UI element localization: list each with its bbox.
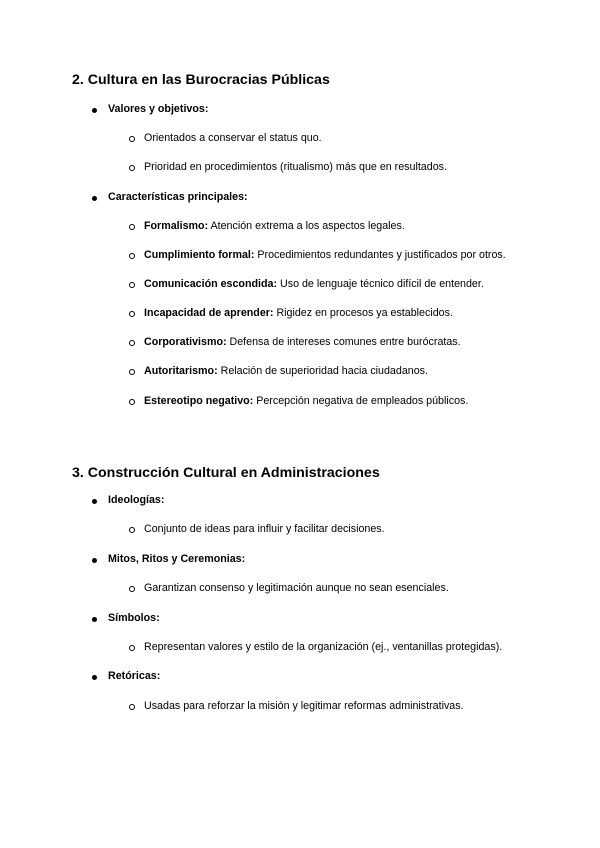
sub-bullet-comunicacion-escondida [144,278,484,290]
sub-bullet [144,161,447,173]
sub-bullet-text: Prioridad en procedimientos (ritualismo) más que en resultados. [144,161,447,173]
bullet-caracteristicas-principales: Características principales: [108,191,248,203]
sub-bullet-formalismo [144,220,405,232]
bullet-ideologias: Ideologías: [108,494,165,506]
bullet-retoricas: Retóricas: [108,670,161,682]
sub-bullet-term: Incapacidad de aprender: [144,307,274,319]
sub-bullet-term: Formalismo: [144,220,209,232]
sub-bullet-estereotipo-negativo [144,395,468,407]
sub-bullet-incapacidad-de-aprender [144,307,453,319]
sub-bullet-text: Orientados a conservar el status quo. [144,132,322,144]
sub-bullet-term: Comunicación escondida: [144,278,278,290]
sub-bullet-cumplimiento-formal [144,249,506,261]
sub-bullet-autoritarismo [144,365,428,377]
sub-bullet-term: Cumplimiento formal: [144,249,255,261]
sub-bullet-term: Corporativismo: [144,336,227,348]
sub-bullet-text: Relación de superioridad hacia ciudadanos. [217,365,428,377]
sub-bullet [144,523,385,535]
sub-bullet-text: Defensa de intereses comunes entre burócratas. [226,336,461,348]
sub-bullet-text: Percepción negativa de empleados públicos. [253,395,469,407]
section-2-title: 2. Cultura en las Burocracias Públicas [72,72,330,88]
bullet-mitos-ritos-ceremonias: Mitos, Ritos y Ceremonias: [108,553,246,565]
sub-bullet-term: Autoritarismo: [144,365,218,377]
sub-bullet-text: Usadas para reforzar la misión y legitimar reformas administrativas. [144,700,464,712]
sub-bullet-text: Rigidez en procesos ya establecidos. [273,307,453,319]
sub-bullet-term: Estereotipo negativo: [144,395,254,407]
sub-bullet-text: Garantizan consenso y legitimación aunque no sean esenciales. [144,582,449,594]
sub-bullet [144,582,449,594]
sub-bullet [144,132,322,144]
sub-bullet-text: Representan valores y estilo de la organización (ej., ventanillas protegidas). [144,641,503,653]
sub-bullet-text: Uso de lenguaje técnico difícil de entender. [277,278,484,290]
sub-bullet-text: Conjunto de ideas para influir y facilitar decisiones. [144,523,385,535]
sub-bullet [144,700,464,712]
bullet-valores-y-objetivos: Valores y objetivos: [108,103,209,115]
sub-bullet-corporativismo [144,336,461,348]
bullet-simbolos: Símbolos: [108,612,160,624]
section-3-title: 3. Construcción Cultural en Administraciones [72,465,380,481]
sub-bullet [144,641,502,653]
sub-bullet-text: Atención extrema a los aspectos legales. [208,220,405,232]
sub-bullet-text: Procedimientos redundantes y justificados por otros. [254,249,506,261]
